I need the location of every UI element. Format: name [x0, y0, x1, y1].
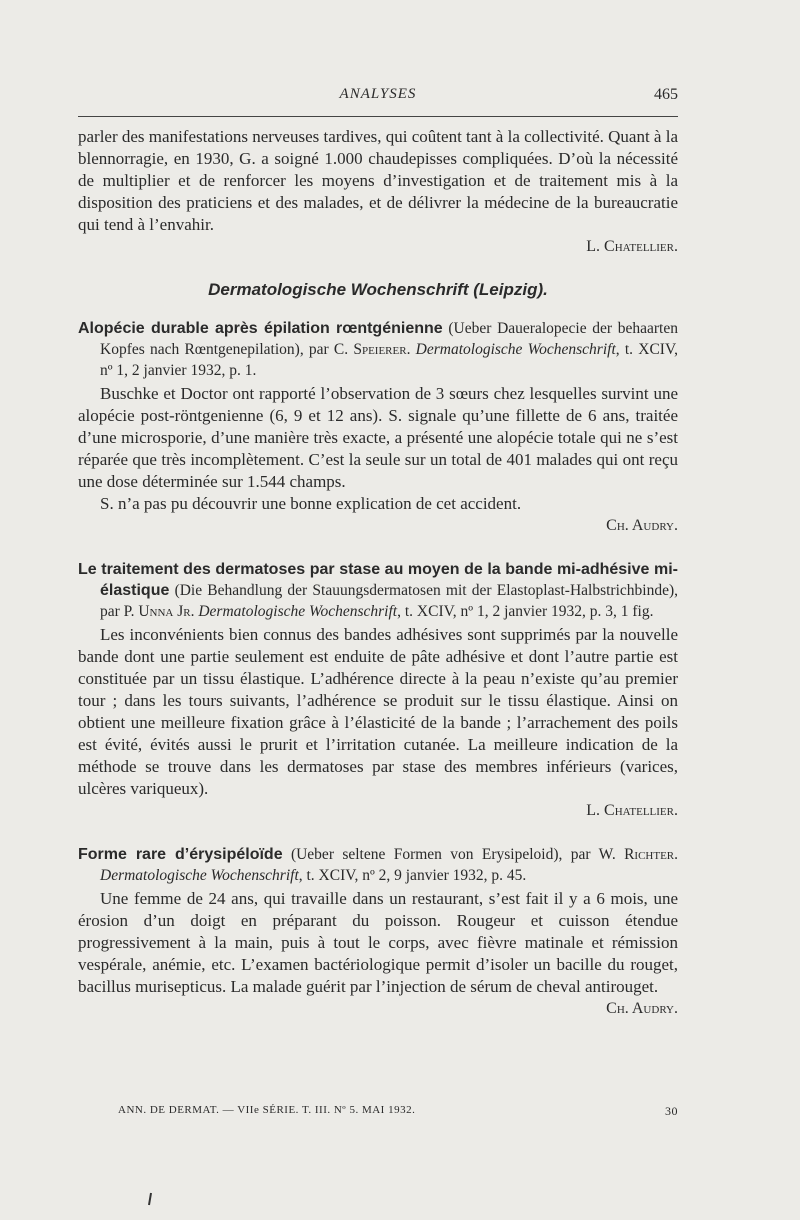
entry-citation: [78, 318, 678, 381]
citation-text: (Die Behandlung der Stauungsdermatosen mit der Elastoplast-Halbstrichbinde), par P.: [100, 582, 678, 620]
citation-details: , t. XCIV, nº 1, 2 janvier 1932, p. 3, 1 fig.: [397, 603, 654, 620]
intro-paragraph: parler des manifestations nerveuses tardives, qui coûtent tant à la collectivité. Quant à la blennorragie, en 1930, G. a soigné 1.000 chaudepisses compliquées. D’où la nécessité de multiplier et de renforcer les moyens d’investigation et de traitement mis à la disposition des praticiens et des malades, et de délivrer la médecine de la bureaucratie qui tend à l’envahir.: [78, 127, 678, 234]
signature-number: 30: [665, 1104, 678, 1118]
entry-paragraph: Buschke et Doctor ont rapporté l’observation de 3 sœurs chez lesquelles survint une alopécie post-röntgenienne (6, 9 et 12 ans). S. signale qu’une fillette de 6 ans, traitée d’une microsporie, d’une manière très exacte, a présenté une alopécie totale qui ne s’est réparée que très incomplètement. C’est la seule sur un total de 401 malades qui ont reçu une dose déterminée sur 1.544 champs.: [78, 384, 678, 491]
citation-journal: Dermatologische Wochenschrift: [100, 867, 299, 884]
entry-signature: L. Chatellier.: [586, 802, 678, 819]
review-entry: [78, 844, 678, 1020]
page-body: [78, 126, 678, 1020]
entry-paragraph: Les inconvénients bien connus des bandes adhésives sont supprimés par la nouvelle bande dont une partie seulement est enduite de pâte adhésive et dont l’autre partie est constituée par un tissu élastique. L’adhérence directe à la peau n’existe qu’au premier tour ; dans les tours suivants, l’adhérence se produit sur le tissu élastique. Ainsi on obtient une meilleure fixation grâce à l’élasticité de la bande ; l’arrachement des poils est évité, évités aussi le prurit et l’irritation cutanée. La meilleure indication de la méthode se trouve dans les dermatoses par stase des membres inférieurs (varices, ulcères variqueux).: [78, 625, 678, 798]
citation-author: Richter: [624, 846, 675, 863]
citation-separator: .: [406, 341, 416, 358]
entry-paragraph: Une femme de 24 ans, qui travaille dans un restaurant, s’est fait il y a 6 mois, une érosion d’un doigt en préparant du poisson. Rougeur et cuisson étendue progressivement à la main, puis à tout le corps, avec fièvre matinale et rémission vespérale, anémie, etc. L’examen bactériologique permit d’isoler un bacille du rouget, bacillus murisepticus. La malade guérit par l’injection de sérum de cheval antirouget.: [78, 889, 678, 996]
header-rule: [78, 116, 678, 117]
article-title: Alopécie durable après épilation rœntgénienne: [78, 320, 443, 337]
citation-details: , t. XCIV, nº 1, 2 janvier 1932, p. 1.: [100, 341, 679, 379]
entry-citation: [78, 844, 678, 886]
article-title: Forme rare d’érysipéloïde: [78, 846, 283, 863]
citation-separator: .: [674, 846, 678, 863]
footer-citation: ANN. DE DERMAT. — VIIe SÉRIE. T. III. Nº 5. MAI 1932.: [118, 1104, 416, 1116]
ink-mark: [146, 1192, 154, 1210]
citation-separator: .: [190, 603, 199, 620]
page-number: 465: [654, 86, 678, 103]
citation-journal: Dermatologische Wochenschrift: [198, 603, 398, 620]
citation-author: Speierer: [353, 341, 407, 358]
citation-journal: Dermatologische Wochenschrift: [415, 341, 616, 358]
review-entry: [78, 559, 678, 822]
intro-signature: L. Chatellier.: [586, 238, 678, 255]
entry-signature: Ch. Audry.: [606, 517, 678, 534]
citation-text: (Ueber seltene Formen von Erysipeloid), par W.: [282, 846, 625, 863]
entry-signature: Ch. Audry.: [606, 1000, 678, 1017]
running-header: [78, 86, 678, 110]
journal-heading: Dermatologische Wochenschrift (Leipzig).: [208, 280, 548, 299]
citation-details: , t. XCIV, nº 2, 9 janvier 1932, p. 45.: [298, 867, 527, 884]
article-title: Le traitement des dermatoses par stase au moyen de la bande mi-adhésive mi-élastique: [78, 561, 678, 599]
review-entry: [78, 318, 678, 537]
entry-citation: [78, 559, 678, 622]
citation-text: (Ueber Daueralopecie der behaarten Kopfes nach Rœntgenepilation), par C.: [100, 320, 678, 358]
running-title: ANALYSES: [339, 86, 417, 102]
entry-paragraph: S. n’a pas pu découvrir une bonne explication de cet accident.: [100, 494, 522, 513]
citation-author: Unna Jr: [138, 603, 191, 620]
